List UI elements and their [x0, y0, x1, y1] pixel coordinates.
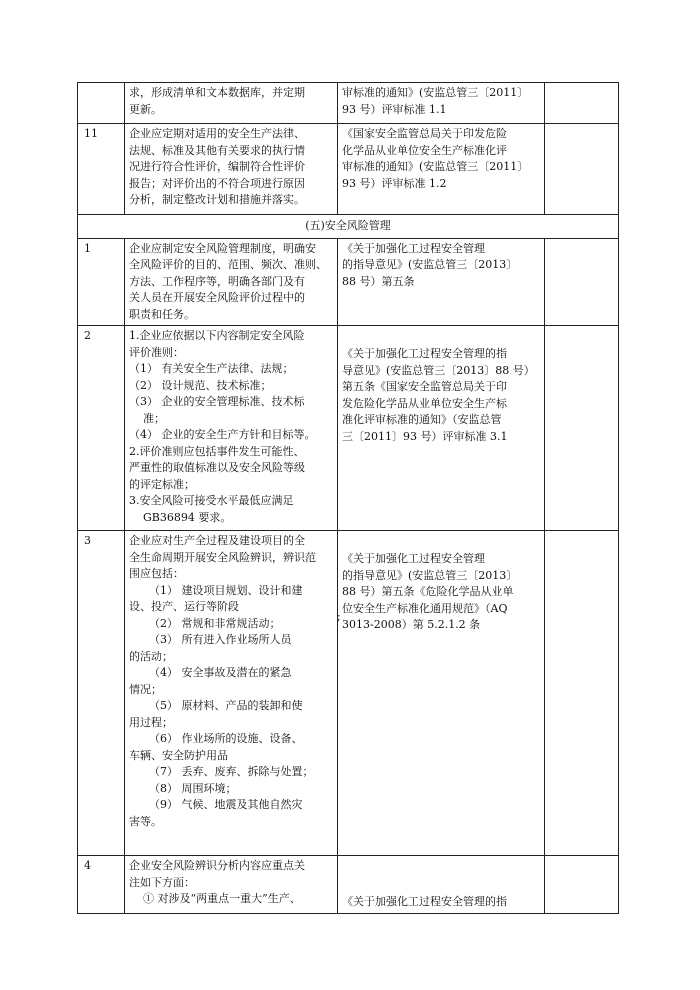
result-cell	[545, 856, 619, 914]
requirements-table	[77, 82, 619, 914]
row-number: 4	[78, 856, 125, 914]
table-row	[78, 531, 619, 856]
table-row	[78, 124, 619, 215]
table-row	[78, 238, 619, 326]
basis-cell: 《关于加强化工过程安全管理 的指导意见》(安监总管三〔2013〕 88 号）第五条	[338, 238, 545, 326]
result-cell	[545, 83, 619, 124]
row-number: 1	[78, 238, 125, 326]
requirement-cell: 1.企业应依据以下内容制定安全风险 评价准则： （1） 有关安全生产法律、法规； （2） 设计规范、技术标准； （3） 企业的安全管理标准、技术标 准； （4） 企业的安全生产方针和目标等。 2.评价准则应包括事件发生可能性、 严重性的取值标准以及安全风险等级 的评定标准； 3.安全风险可接受水平最低应满足 GB36894 要求。	[125, 326, 338, 531]
basis-cell: 《关于加强化工过程安全管理的指	[338, 856, 545, 914]
table-row	[78, 856, 619, 914]
basis-cell: 审标准的通知》(安监总管三〔2011〕 93 号）评审标准 1.1	[338, 83, 545, 124]
requirement-cell: 企业应对生产全过程及建设项目的全 全生命周期开展安全风险辨识，辨识范 围应包括： （1） 建设项目规划、设计和建 设、投产、运行等阶段 （2） 常规和非常规活动； （3） 所有进入作业场所人员 的活动； （4） 安全事故及潜在的紧急 情况； （5） 原材料、产品的装卸和使 用过程； （6） 作业场所的设施、设备、 车辆、安全防护用品 （7） 丢弃、废弃、拆除与处置； （8） 周围环境； （9） 气候、地震及其他自然灾 害等。	[125, 531, 338, 856]
requirement-cell: 企业应制定安全风险管理制度，明确安 全风险评价的目的、范围、频次、准则、 方法、工作程序等，明确各部门及有 关人员在开展安全风险评价过程中的 职责和任务。	[125, 238, 338, 326]
result-cell	[545, 531, 619, 856]
row-number: 11	[78, 124, 125, 215]
section-row	[78, 215, 619, 239]
requirement-cell: 求，形成清单和文本数据库，并定期 更新。	[125, 83, 338, 124]
basis-cell: 《关于加强化工过程安全管理的指 导意见》(安监总管三〔2013〕88 号） 第五条《国家安全监管总局关于印 发危险化学品从业单位安全生产标 准化评审标准的通知》（安监总管 三〔2011〕93 号）评审标准 3.1	[338, 326, 545, 531]
row-number: 2	[78, 326, 125, 531]
row-number: 3	[78, 531, 125, 856]
basis-cell: 《关于加强化工过程安全管理 的指导意见》(安监总管三〔2013〕 88 号）第五条《危险化学品从业单 位安全生产标准化通用规范》（AQ 3013-2008）第 5.2.1.2 条	[338, 531, 545, 856]
requirement-cell: 企业应定期对适用的安全生产法律、 法规、标准及其他有关要求的执行情 况进行符合性评价，编制符合性评价 报告；对评价出的不符合项进行原因 分析，制定整改计划和措施并落实。	[125, 124, 338, 215]
result-cell	[545, 124, 619, 215]
table-row	[78, 83, 619, 124]
section-title: (五)安全风险管理	[78, 215, 619, 239]
requirement-cell: 企业安全风险辨识分析内容应重点关 注如下方面： ① 对涉及“两重点一重大”生产、	[125, 856, 338, 914]
stray-mark: ;	[337, 610, 341, 623]
table-row	[78, 326, 619, 531]
row-number	[78, 83, 125, 124]
basis-cell: 《国家安全监管总局关于印发危险 化学品从业单位安全生产标准化评 审标准的通知》(安监总管三〔2011〕 93 号）评审标准 1.2	[338, 124, 545, 215]
result-cell	[545, 238, 619, 326]
result-cell	[545, 326, 619, 531]
